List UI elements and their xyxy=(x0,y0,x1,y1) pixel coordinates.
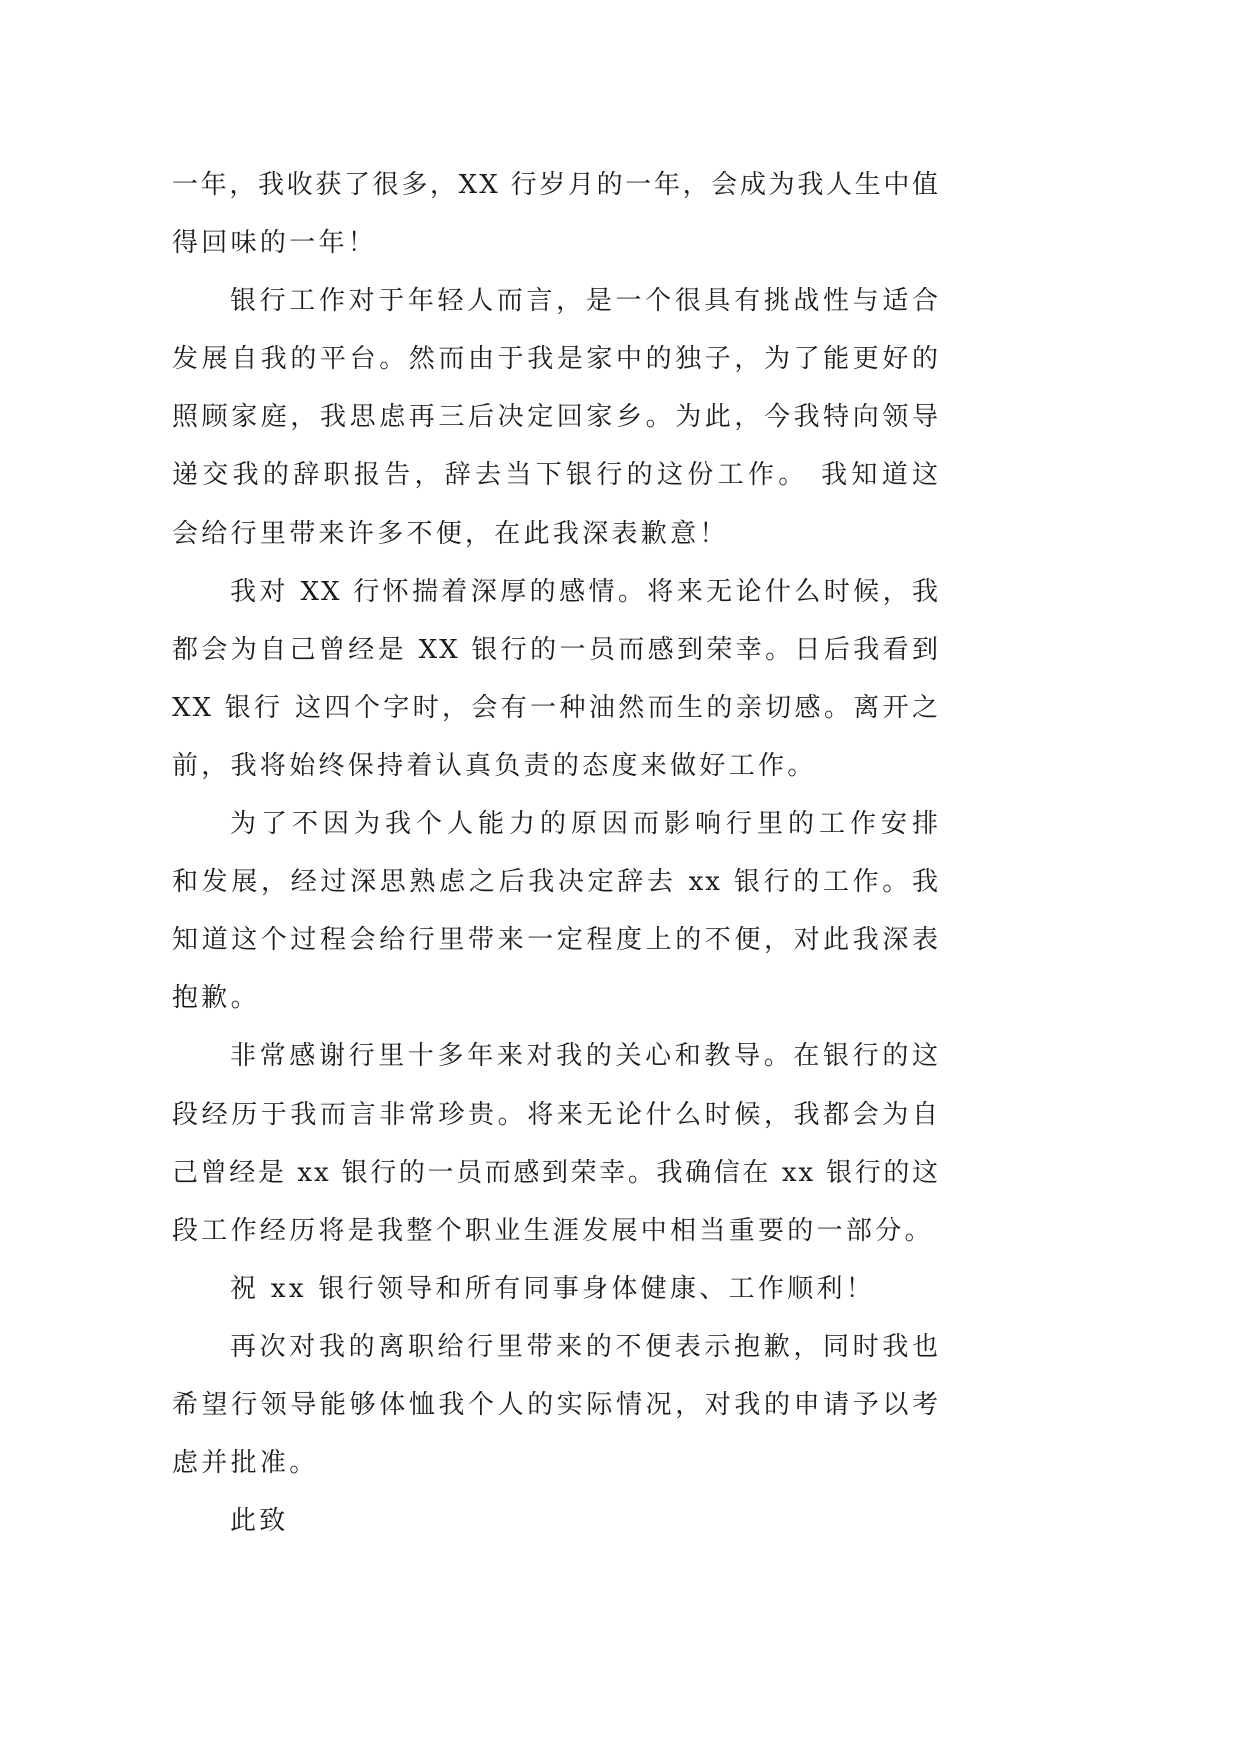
text-line: 递交我的辞职报告，辞去当下银行的这份工作。 我知道这 xyxy=(172,460,940,491)
text-line: 己曾经是 xx 银行的一员而感到荣幸。我确信在 xx 银行的这 xyxy=(172,1157,940,1188)
paragraph xyxy=(172,1027,940,1259)
text-line: 会给行里带来许多不便，在此我深表歉意！ xyxy=(172,518,729,549)
text-line: 抱歉。 xyxy=(172,983,260,1014)
text-line: 和发展，经过深思熟虑之后我决定辞去 xx 银行的工作。我 xyxy=(172,867,940,898)
text-line: 得回味的一年！ xyxy=(172,228,378,259)
text-line: 都会为自己曾经是 XX 银行的一员而感到荣幸。日后我看到 xyxy=(172,634,940,665)
text-line: 银行工作对于年轻人而言，是一个很具有挑战性与适合 xyxy=(230,286,940,317)
paragraph xyxy=(172,156,940,272)
text-line: 再次对我的离职给行里带来的不便表示抱歉，同时我也 xyxy=(230,1331,940,1362)
text-line: 非常感谢行里十多年来对我的关心和教导。在银行的这 xyxy=(230,1041,940,1072)
text-line: 照顾家庭，我思虑再三后决定回家乡。为此，今我特向领导 xyxy=(172,402,940,433)
text-line: XX 银行 这四个字时，会有一种油然而生的亲切感。离开之 xyxy=(172,692,940,723)
text-line: 祝 xx 银行领导和所有同事身体健康、工作顺利！ xyxy=(230,1273,876,1304)
text-line: 段工作经历将是我整个职业生涯发展中相当重要的一部分。 xyxy=(172,1215,934,1246)
paragraph xyxy=(172,1260,940,1318)
text-line: 虑并批准。 xyxy=(172,1448,319,1479)
text-line: 知道这个过程会给行里带来一定程度上的不便，对此我深表 xyxy=(172,925,940,956)
paragraph xyxy=(172,272,940,562)
text-line: 我对 XX 行怀揣着深厚的感情。将来无论什么时候，我 xyxy=(230,576,940,607)
paragraph xyxy=(172,563,940,795)
paragraph xyxy=(172,1318,940,1492)
text-line: 一年，我收获了很多，XX 行岁月的一年，会成为我人生中值 xyxy=(172,170,940,200)
text-line: 前，我将始终保持着认真负责的态度来做好工作。 xyxy=(172,750,817,781)
text-line: 此致 xyxy=(230,1506,289,1537)
text-line: 段经历于我而言非常珍贵。将来无论什么时候，我都会为自 xyxy=(172,1099,940,1130)
text-line: 为了不因为我个人能力的原因而影响行里的工作安排 xyxy=(230,809,940,840)
closing-salutation xyxy=(172,1492,940,1550)
paragraph xyxy=(172,795,940,1027)
text-line: 发展自我的平台。然而由于我是家中的独子，为了能更好的 xyxy=(172,344,940,375)
document-body xyxy=(172,156,940,1550)
text-line: 希望行领导能够体恤我个人的实际情况，对我的申请予以考 xyxy=(172,1389,940,1420)
